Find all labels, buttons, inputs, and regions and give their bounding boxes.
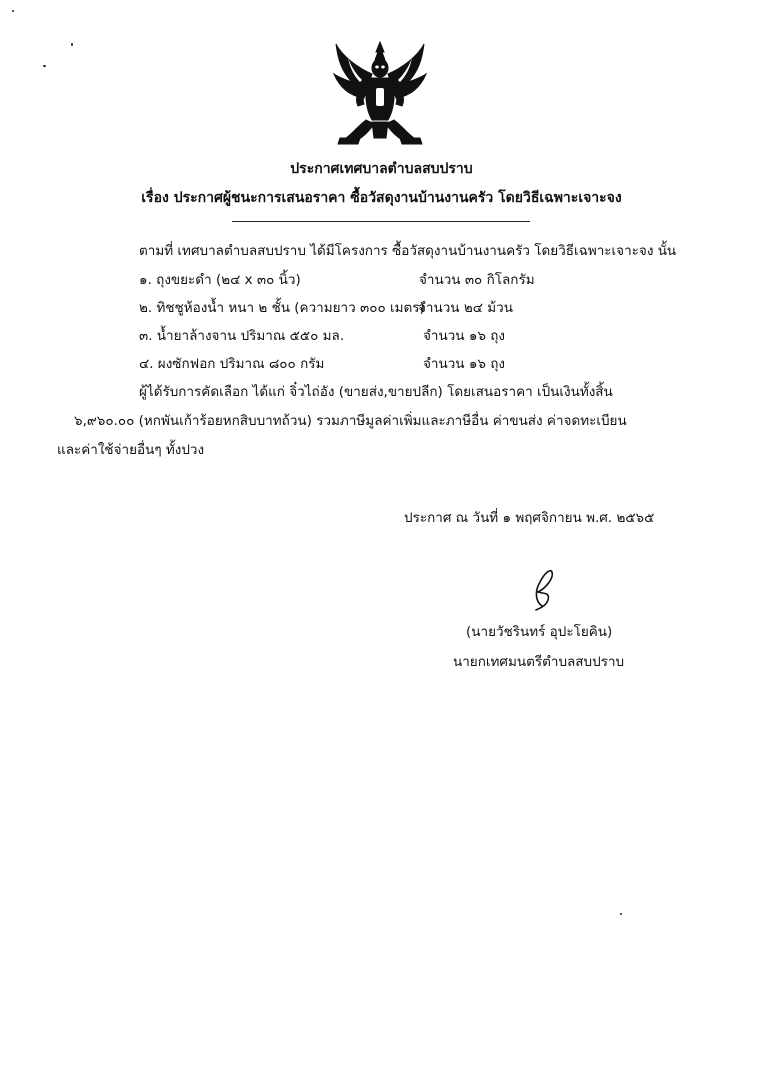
winner-line-1: ผู้ได้รับการคัดเลือก ได้แก่ จิ๋วไถ่อัง (ขายส่ง,ขายปลีก) โดยเสนอราคา เป็นเงินทั้งสิ้น (139, 384, 613, 400)
scan-speck (12, 10, 14, 12)
signature-mark (522, 562, 562, 612)
subject-line: เรื่อง ประกาศผู้ชนะการเสนอราคา ซื้อวัสดุงานบ้านงานครัว โดยวิธีเฉพาะเจาะจง (141, 190, 622, 206)
winner-line-3: และค่าใช้จ่ายอื่นๆ ทั้งปวง (57, 442, 205, 458)
item-1-description: ๑. ถุงขยะดำ (๒๔ x ๓๐ นิ้ว) (139, 272, 301, 288)
announcement-date: ประกาศ ณ วันที่ ๑ พฤศจิกายน พ.ศ. ๒๕๖๕ (404, 510, 655, 526)
signer-title: นายกเทศมนตรีตำบลสบปราบ (453, 654, 625, 670)
divider-line (232, 221, 530, 222)
scan-speck (620, 913, 622, 915)
item-1-quantity: จำนวน ๓๐ กิโลกรัม (419, 272, 535, 288)
intro-paragraph: ตามที่ เทศบาลตำบลสบปราบ ได้มีโครงการ ซื้อวัสดุงานบ้านงานครัว โดยวิธีเฉพาะเจาะจง นั้น (139, 243, 677, 259)
item-2-description: ๒. ทิชชูห้องน้ำ หนา ๒ ชั้น (ความยาว ๓๐๐ เมตร) (139, 300, 425, 316)
item-3-description: ๓. น้ำยาล้างจาน ปริมาณ ๕๕๐ มล. (139, 328, 345, 344)
item-4-description: ๔. ผงซักฟอก ปริมาณ ๘๐๐ กรัม (139, 356, 325, 372)
scan-speck (43, 65, 46, 67)
item-4-quantity: จำนวน ๑๖ ถุง (423, 356, 506, 372)
item-3-quantity: จำนวน ๑๖ ถุง (423, 328, 506, 344)
signer-name: (นายวัชรินทร์ อุปะโยคิน) (466, 624, 613, 640)
garuda-emblem-icon (328, 38, 432, 148)
item-2-quantity: จำนวน ๒๔ ม้วน (418, 300, 513, 316)
winner-line-2: ๖,๙๖๐.๐๐ (หกพันเก้าร้อยหกสิบบาทถ้วน) รวมภาษีมูลค่าเพิ่มและภาษีอื่น ค่าขนส่ง ค่าจดทะเบียน (74, 413, 627, 429)
page-title: ประกาศเทศบาลตำบลสบปราบ (290, 161, 473, 177)
scan-speck (71, 43, 73, 46)
